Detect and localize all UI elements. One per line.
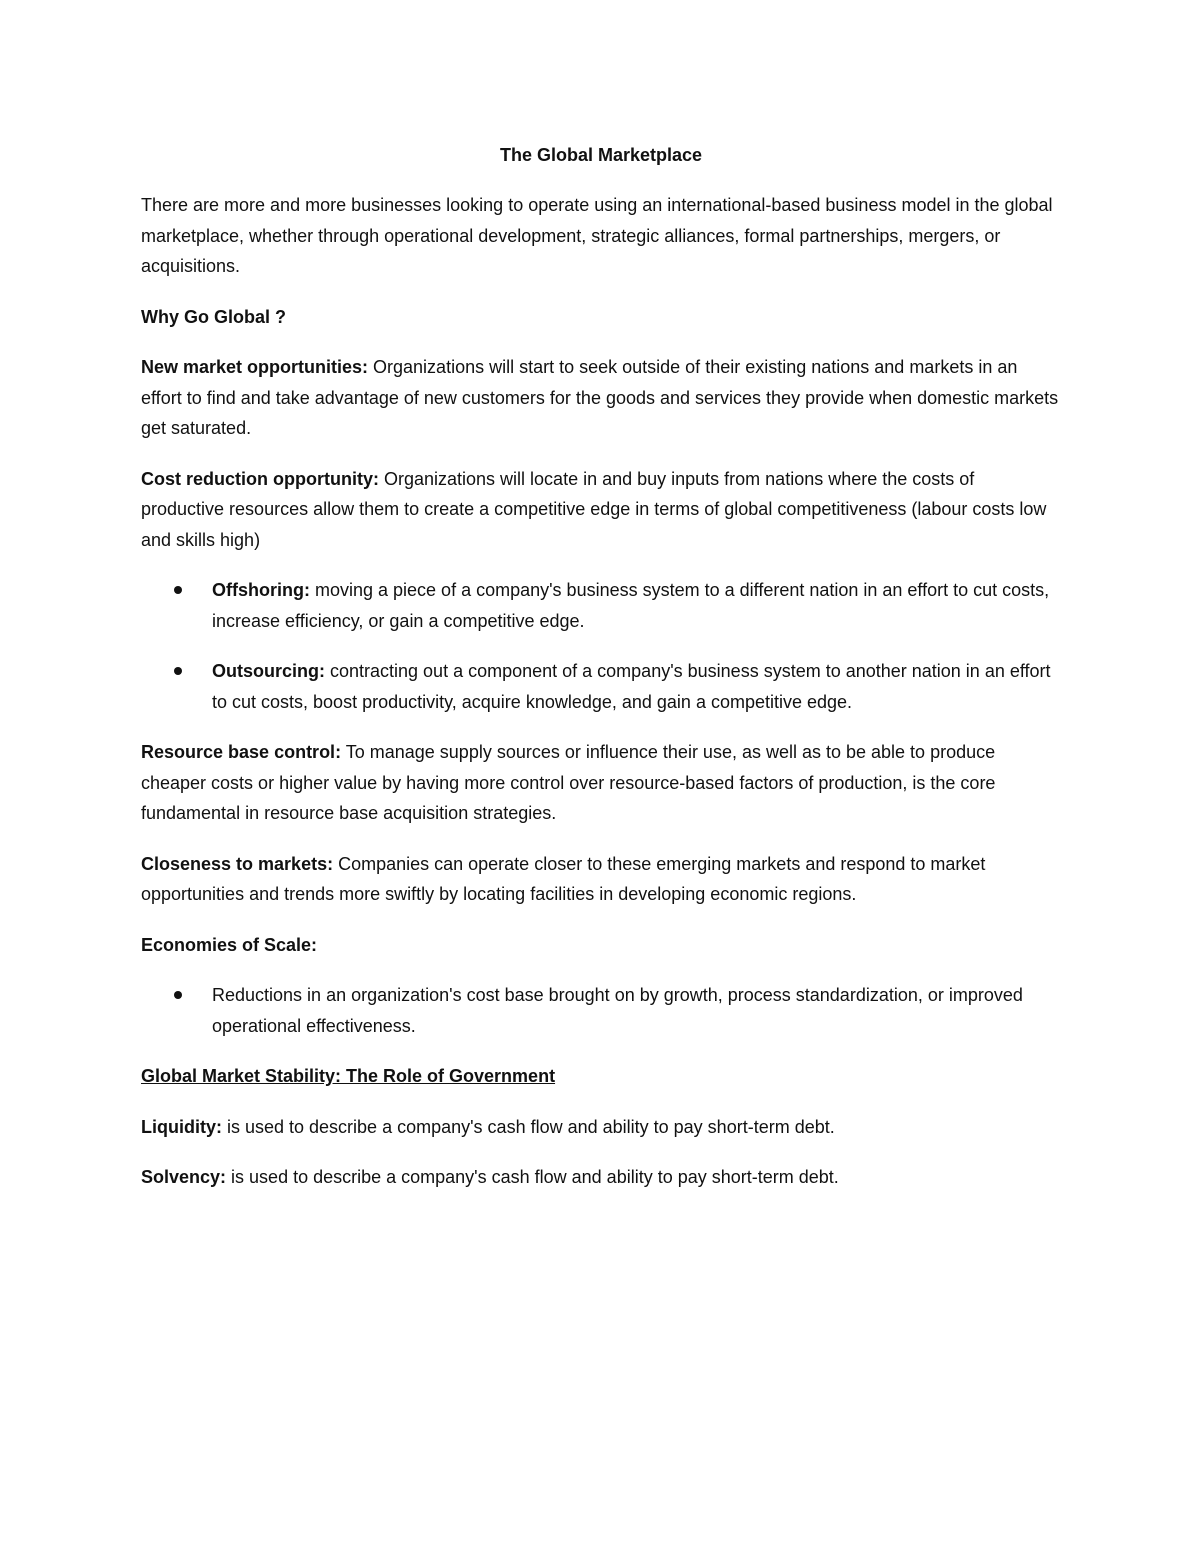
solvency-text: is used to describe a company's cash flow and ability to pay short-term debt. — [226, 1167, 839, 1187]
cost-reduction-paragraph — [141, 464, 1061, 556]
liquidity-paragraph — [141, 1112, 1061, 1143]
closeness-text: Companies can operate closer to these emerging markets and respond to market opportunities and trends more swiftly by locating facilities in developing economic regions. — [141, 853, 986, 904]
liquidity-term: Liquidity: — [141, 1116, 222, 1137]
resource-base-paragraph — [141, 737, 1061, 829]
document-page — [141, 140, 1061, 1213]
outsourcing-text: contracting out a component of a company's business system to another nation in an effort to cut costs, boost productivity, acquire knowledge, and gain a competitive edge. — [212, 661, 1051, 712]
economies-list — [141, 980, 1061, 1041]
cost-reduction-text: Organizations will locate in and buy inputs from nations where the costs of productive resources allow them to create a competitive edge in terms of global competitiveness (labour costs low and skills high) — [141, 468, 1047, 550]
solvency-paragraph — [141, 1162, 1061, 1193]
new-market-text: Organizations will start to seek outside of their existing nations and markets in an effort to find and take advantage of new customers for the goods and services they provide when domestic markets get saturated. — [141, 357, 1059, 438]
list-item-outsourcing — [141, 656, 1061, 717]
new-market-paragraph — [141, 352, 1061, 444]
closeness-term: Closeness to markets: — [141, 853, 334, 874]
bullet-icon — [174, 586, 182, 594]
solvency-term: Solvency: — [141, 1167, 227, 1187]
cost-reduction-list — [141, 575, 1061, 717]
liquidity-text: is used to describe a company's cash flow and ability to pay short-term debt. — [221, 1116, 835, 1137]
resource-base-term: Resource base control: — [141, 742, 342, 762]
resource-base-text: To manage supply sources or influence their use, as well as to be able to produce cheaper costs or higher value by having more control over resource-based factors of production, is the core fundamental in resource base acquisition strategies. — [141, 742, 996, 823]
offshoring-term: Offshoring: — [212, 580, 310, 600]
why-go-global-heading: Why Go Global ? — [141, 306, 286, 327]
document-title: The Global Marketplace — [499, 145, 703, 165]
outsourcing-term: Outsourcing: — [212, 661, 325, 681]
market-stability-heading: Global Market Stability: The Role of Government — [141, 1066, 556, 1086]
new-market-term: New market opportunities: — [141, 357, 369, 377]
intro-paragraph: There are more and more businesses looking to operate using an international-based business model in the global marketplace, whether through operational development, strategic alliances, formal partnerships, mergers, or acquisitions. — [141, 195, 1053, 276]
economies-of-scale-heading: Economies of Scale: — [141, 934, 318, 955]
list-item-offshoring — [141, 575, 1061, 636]
list-item-economies — [141, 980, 1061, 1041]
closeness-paragraph — [141, 849, 1061, 910]
bullet-icon — [174, 991, 182, 999]
cost-reduction-term: Cost reduction opportunity: — [141, 468, 379, 489]
economies-text: Reductions in an organization's cost base brought on by growth, process standardization, or improved operational effectiveness. — [212, 985, 1023, 1036]
offshoring-text: moving a piece of a company's business system to a different nation in an effort to cut costs, increase efficiency, or gain a competitive edge. — [212, 580, 1050, 631]
bullet-icon — [174, 667, 182, 675]
